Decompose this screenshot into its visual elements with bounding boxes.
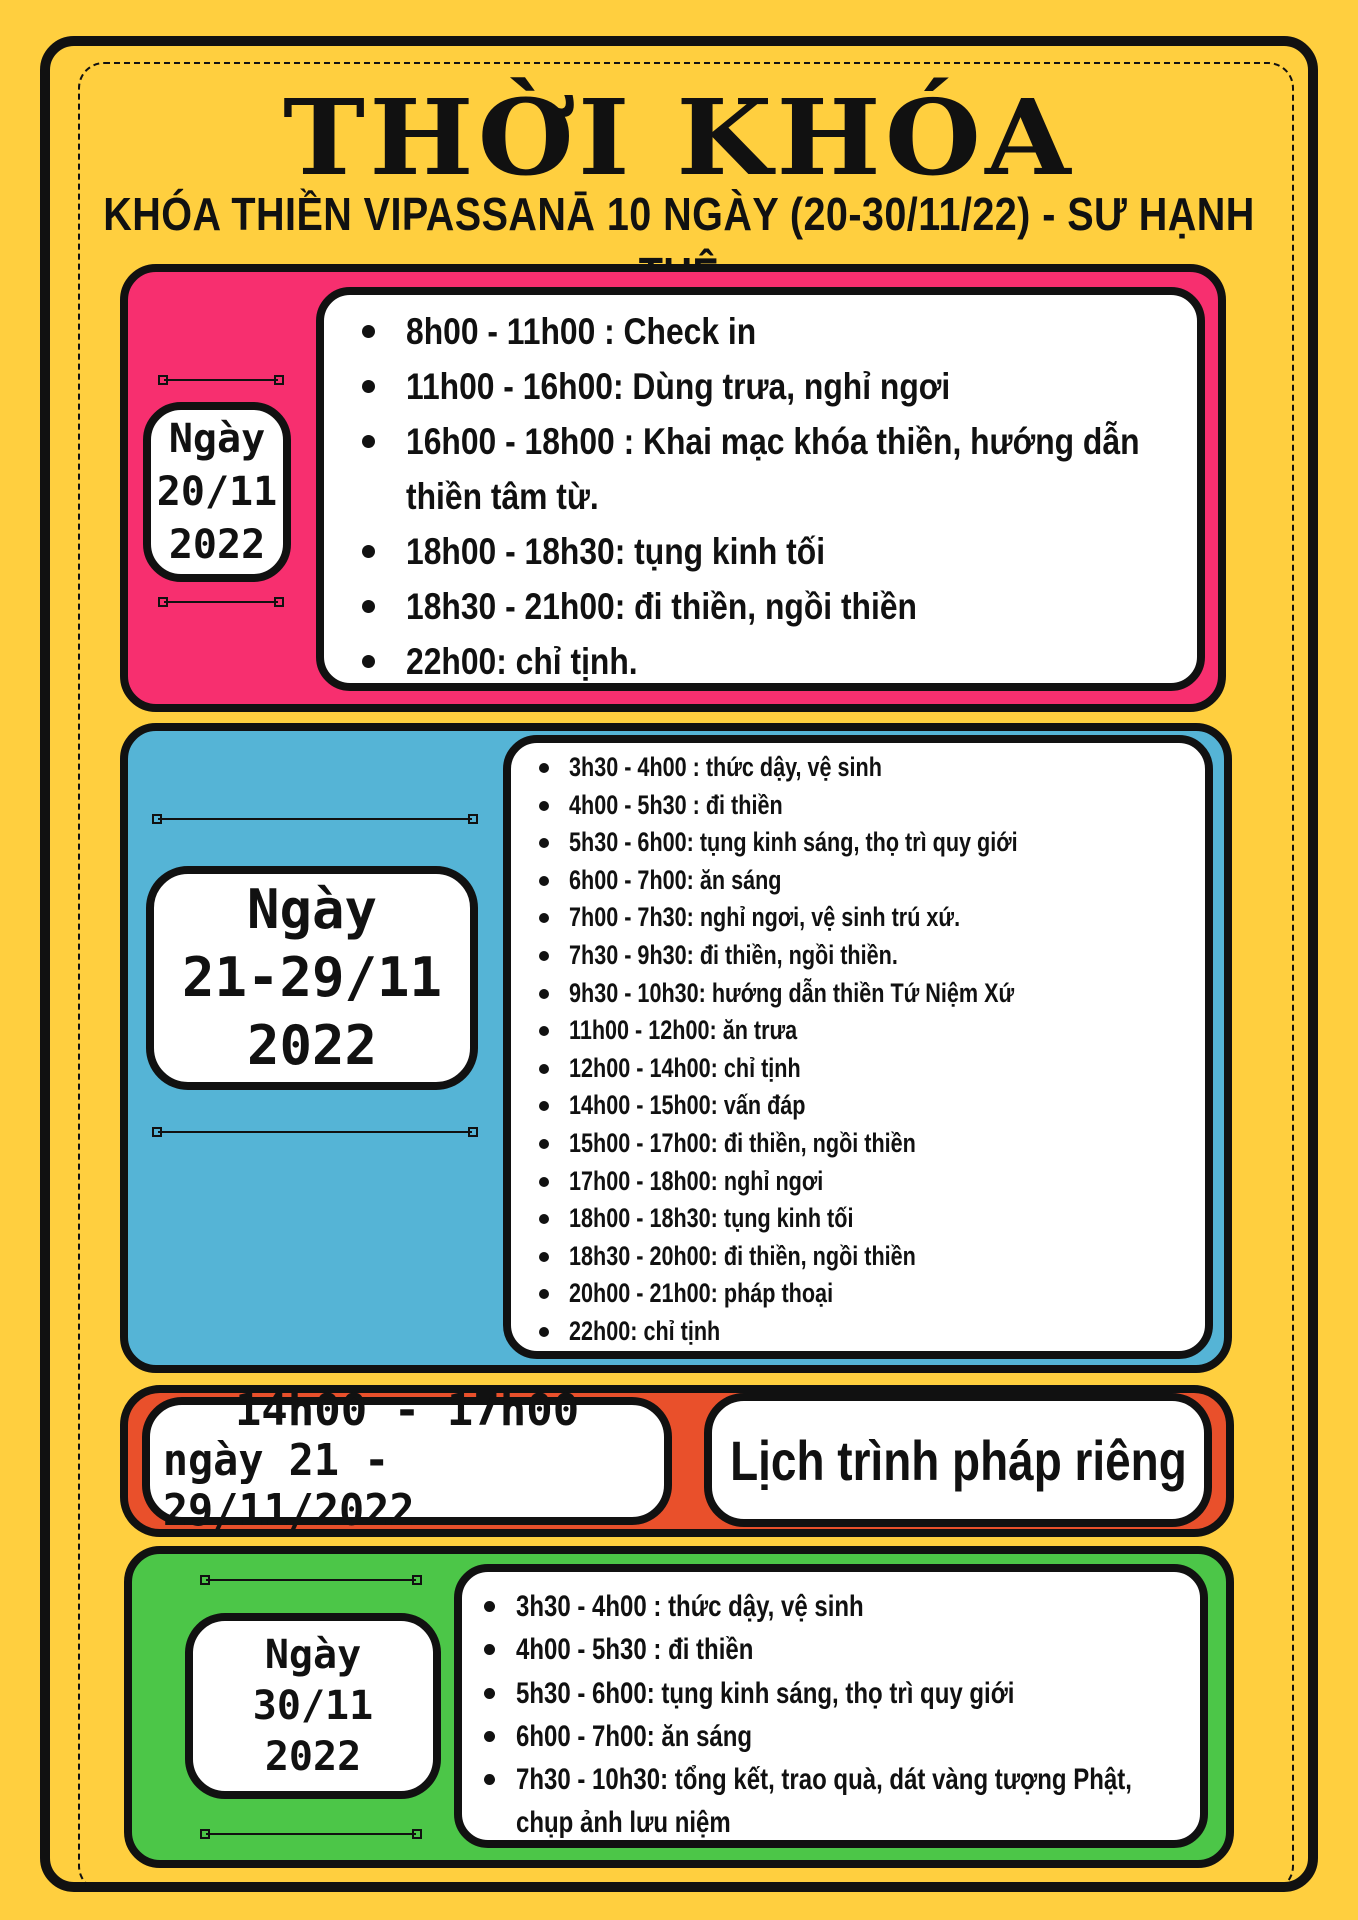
private-time-card	[142, 1385, 672, 1536]
page-title: THỜI KHÓA	[283, 76, 1075, 199]
list-item: 11h00 - 12h00: ăn trưa	[511, 1012, 1205, 1050]
list-item: 7h00 - 7h30: nghỉ ngơi, vệ sinh trú xứ.	[511, 899, 1205, 937]
list-item: 5h30 - 6h00: tụng kinh sáng, thọ trì quy giới	[511, 824, 1205, 862]
list-item: 17h00 - 18h00: nghỉ ngơi	[511, 1163, 1205, 1201]
list-item: 3h30 - 4h00 : thức dậy, vệ sinh	[511, 749, 1205, 787]
list-item: 6h00 - 7h00: ăn sáng	[462, 1715, 1200, 1758]
list-item: 12h00 - 14h00: chỉ tịnh	[511, 1050, 1205, 1088]
private-label-card	[704, 1393, 1212, 1527]
list-item: 22h00: chỉ tịnh.	[324, 634, 1197, 689]
day1-label-date: 20/11	[156, 468, 278, 515]
final-schedule-list	[462, 1585, 1200, 1845]
final-label-date: 30/11	[252, 1682, 374, 1729]
list-item: 8h00 - 11h00 : Check in	[324, 304, 1197, 359]
private-schedule-label: Lịch trình pháp riêng	[729, 1428, 1187, 1492]
middle-label-date: 21-29/11	[181, 946, 443, 1009]
day1-label-word: Ngày	[168, 415, 266, 462]
day1-bracket-bottom	[158, 597, 284, 607]
day1-date-label	[143, 402, 291, 582]
list-item: 14h00 - 15h00: vấn đáp	[511, 1087, 1205, 1125]
list-item: 16h00 - 18h00 : Khai mạc khóa thiền, hướng dẫn	[324, 414, 1197, 469]
list-item: 4h00 - 5h30 : đi thiền	[511, 787, 1205, 825]
day1-bracket-top	[158, 375, 284, 385]
private-time: 14h00 - 17h00	[234, 1385, 580, 1436]
list-item: 15h00 - 17h00: đi thiền, ngồi thiền	[511, 1125, 1205, 1163]
list-item-continuation: chụp ảnh lưu niệm	[516, 1806, 731, 1840]
middle-schedule-card	[503, 735, 1213, 1359]
list-item: 20h00 - 21h00: pháp thoại	[511, 1275, 1205, 1313]
final-label-year: 2022	[264, 1733, 362, 1780]
middle-date-label	[146, 866, 478, 1090]
list-item: 9h30 - 10h30: hướng dẫn thiền Tứ Niệm Xứ	[511, 975, 1205, 1013]
list-item: 18h30 - 21h00: đi thiền, ngồi thiền	[324, 579, 1197, 634]
middle-label-year: 2022	[246, 1014, 378, 1077]
final-date-label	[185, 1613, 441, 1799]
middle-bracket-bottom	[152, 1127, 478, 1137]
private-dates: ngày 21 - 29/11/2022	[162, 1435, 415, 1536]
middle-label-word: Ngày	[246, 878, 378, 941]
list-item: 4h00 - 5h30 : đi thiền	[462, 1628, 1200, 1671]
list-item: 18h00 - 18h30: tụng kinh tối	[511, 1200, 1205, 1238]
page-subtitle: KHÓA THIỀN VIPASSANĀ 10 NGÀY (20-30/11/22) - SƯ HẠNH	[103, 188, 1255, 240]
list-item: 11h00 - 16h00: Dùng trưa, nghỉ ngơi	[324, 359, 1197, 414]
final-label-word: Ngày	[264, 1631, 362, 1678]
list-item: 18h00 - 18h30: tụng kinh tối	[324, 524, 1197, 579]
day1-label-year: 2022	[168, 521, 266, 568]
middle-bracket-top	[152, 814, 478, 824]
list-item: 5h30 - 6h00: tụng kinh sáng, thọ trì quy giới	[462, 1672, 1200, 1715]
day1-schedule-list	[324, 304, 1197, 689]
list-item: 7h30 - 10h30: tổng kết, trao quà, dát vàng tượng Phật,	[462, 1758, 1200, 1801]
list-item: 6h00 - 7h00: ăn sáng	[511, 862, 1205, 900]
list-item-continuation: thiền tâm từ.	[406, 476, 599, 517]
final-schedule-card	[454, 1564, 1208, 1848]
list-item: 18h30 - 20h00: đi thiền, ngồi thiền	[511, 1238, 1205, 1276]
list-item: 7h30 - 9h30: đi thiền, ngồi thiền.	[511, 937, 1205, 975]
day1-schedule-card	[316, 287, 1205, 691]
list-item: 22h00: chỉ tịnh	[511, 1313, 1205, 1351]
list-item: 3h30 - 4h00 : thức dậy, vệ sinh	[462, 1585, 1200, 1628]
middle-schedule-list	[511, 749, 1205, 1351]
final-bracket-top	[200, 1575, 422, 1585]
final-bracket-bottom	[200, 1829, 422, 1839]
